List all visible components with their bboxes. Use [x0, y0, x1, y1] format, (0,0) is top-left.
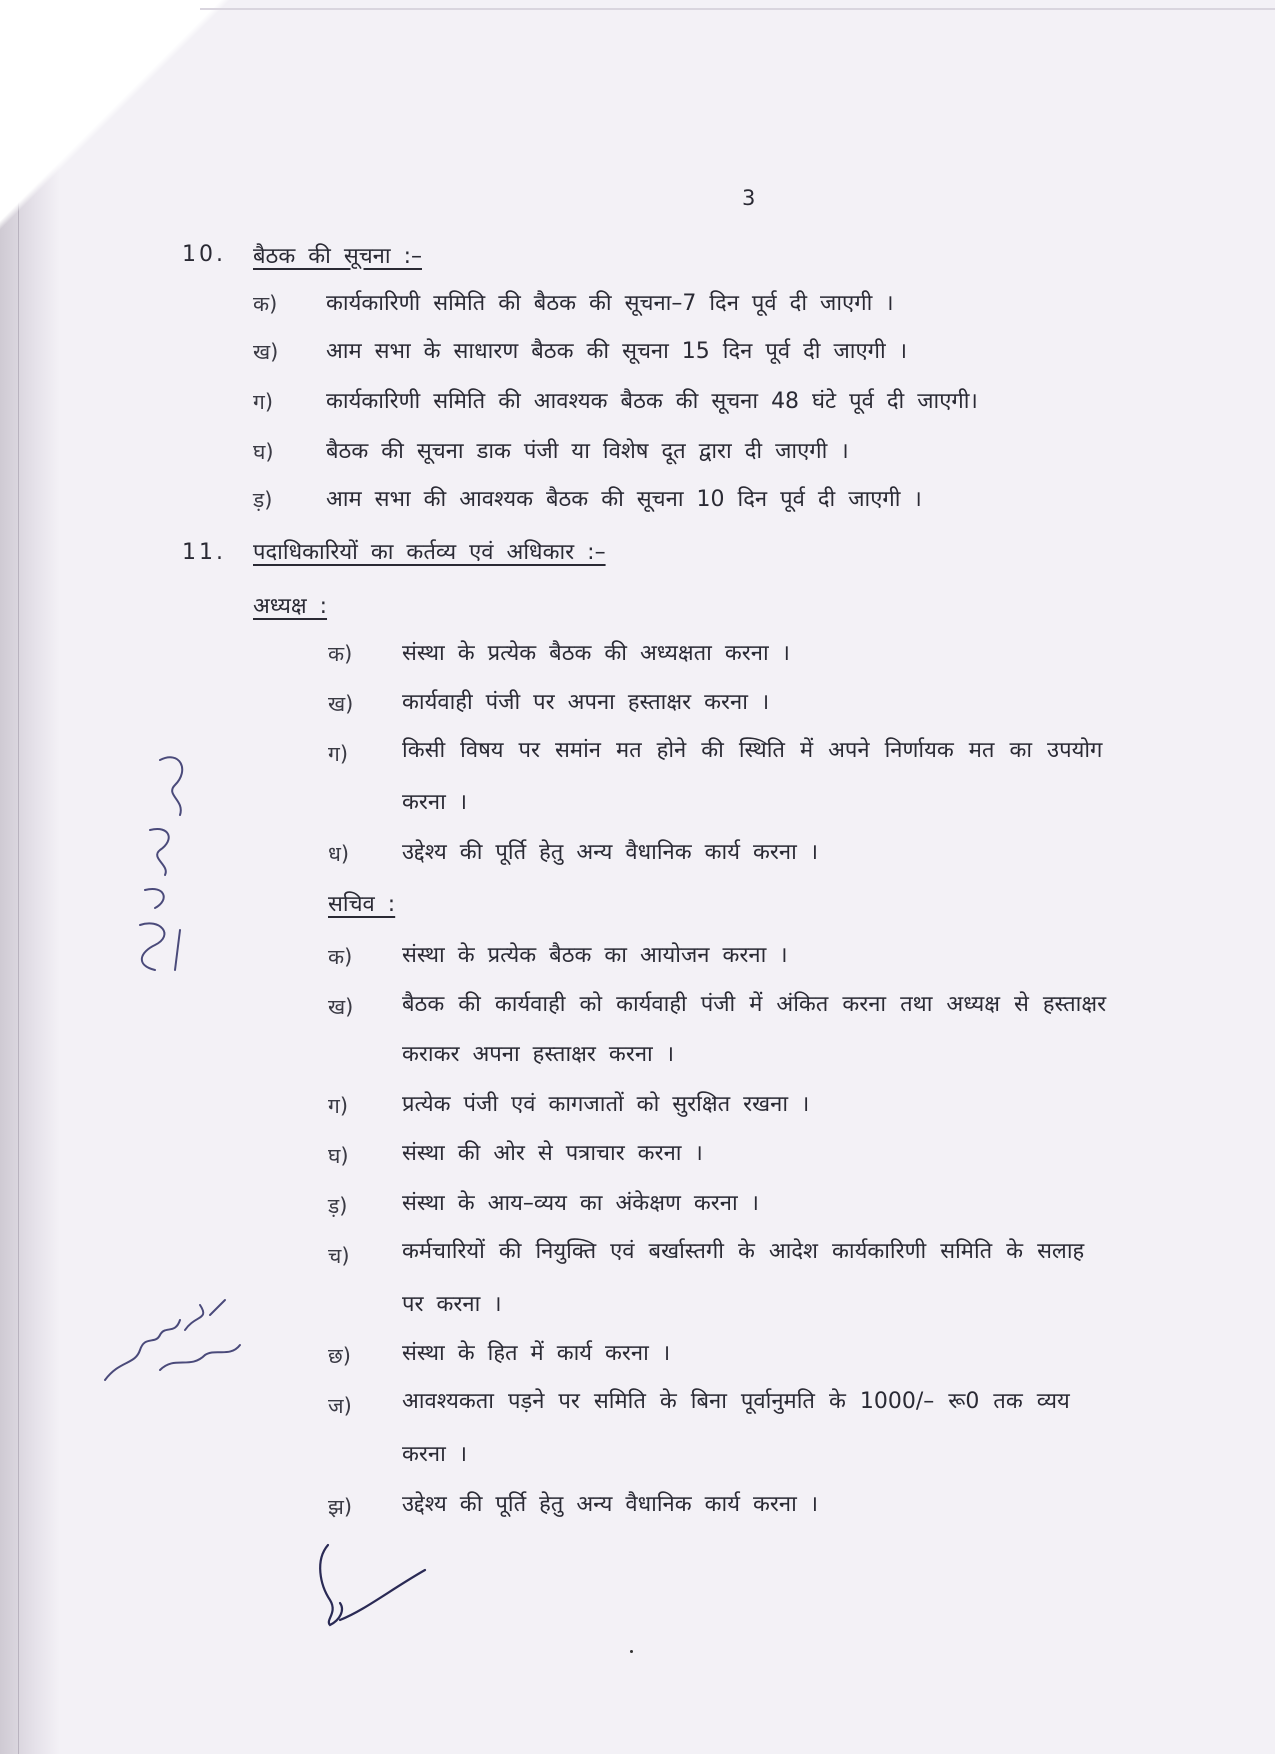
item-text-continued: करना । [402, 1442, 468, 1467]
section-heading: बैठक की सूचना :– [253, 244, 422, 269]
item-label: ड़) [328, 1194, 348, 1218]
item-text: संस्था के प्रत्येक बैठक की अध्यक्षता करना । [402, 641, 790, 666]
item-text: आवश्यकता पड़ने पर समिति के बिना पूर्वानुमति के 1000/– रू0 तक व्यय [402, 1389, 1070, 1414]
section-heading: पदाधिकारियों का कर्तव्य एवं अधिकार :– [253, 540, 606, 565]
item-label: ग) [253, 390, 274, 414]
item-text: आम सभा की आवश्यक बैठक की सूचना 10 दिन पूर्व दी जाएगी । [326, 487, 922, 512]
item-label: ड़) [253, 488, 273, 512]
item-label: ख) [253, 340, 279, 364]
item-label: ग) [328, 742, 349, 766]
item-text-continued: करना । [402, 790, 468, 815]
section-number: 10. [182, 242, 226, 267]
handwritten-signature-bottom [310, 1525, 430, 1635]
item-text-continued: कराकर अपना हस्ताक्षर करना । [402, 1042, 675, 1067]
item-text: कार्यकारिणी समिति की आवश्यक बैठक की सूचना 48 घंटे पूर्व दी जाएगी। [326, 389, 978, 414]
item-label: च) [328, 1244, 350, 1268]
fold-line [18, 0, 19, 1754]
item-text: उद्देश्य की पूर्ति हेतु अन्य वैधानिक कार्य करना । [402, 840, 819, 865]
item-label: क) [253, 292, 278, 316]
item-text: कार्यकारिणी समिति की बैठक की सूचना–7 दिन पूर्व दी जाएगी । [326, 291, 894, 316]
item-text: आम सभा के साधारण बैठक की सूचना 15 दिन पूर्व दी जाएगी । [326, 339, 908, 364]
top-border [200, 8, 1275, 10]
handwritten-signature-vertical [120, 740, 210, 980]
item-label: घ) [328, 1144, 349, 1168]
item-label: छ) [328, 1344, 351, 1368]
item-label: ख) [328, 995, 354, 1019]
item-text: संस्था की ओर से पत्राचार करना । [402, 1141, 703, 1166]
item-text: उद्देश्य की पूर्ति हेतु अन्य वैधानिक कार्य करना । [402, 1492, 819, 1517]
item-label: ध) [328, 842, 350, 866]
item-text: कर्मचारियों की नियुक्ति एवं बर्खास्तगी के आदेश कार्यकारिणी समिति के सलाह [402, 1239, 1085, 1264]
item-label: ज) [328, 1394, 352, 1418]
item-text: कार्यवाही पंजी पर अपना हस्ताक्षर करना । [402, 690, 770, 715]
item-label: ख) [328, 692, 354, 716]
item-text: संस्था के प्रत्येक बैठक का आयोजन करना । [402, 943, 788, 968]
item-text: प्रत्येक पंजी एवं कागजातों को सुरक्षित रखना । [402, 1092, 810, 1117]
subsection-title: सचिव : [328, 892, 396, 917]
item-label: झ) [328, 1495, 353, 1519]
section-number: 11. [182, 540, 226, 565]
page-number: 3 [742, 186, 756, 210]
page-fold [0, 0, 230, 230]
item-text: बैठक की सूचना डाक पंजी या विशेष दूत द्वारा दी जाएगी । [326, 439, 849, 464]
item-label: घ) [253, 440, 274, 464]
item-text: किसी विषय पर समांन मत होने की स्थिति में अपने निर्णायक मत का उपयोग [402, 738, 1103, 763]
item-label: क) [328, 642, 353, 666]
item-label: क) [328, 945, 353, 969]
item-text-continued: पर करना । [402, 1292, 502, 1317]
subsection-title: अध्यक्ष : [253, 594, 328, 619]
item-text: बैठक की कार्यवाही को कार्यवाही पंजी में अंकित करना तथा अध्यक्ष से हस्ताक्षर [402, 992, 1107, 1017]
item-text: संस्था के आय–व्यय का अंकेक्षण करना । [402, 1191, 760, 1216]
item-label: ग) [328, 1094, 349, 1118]
handwritten-signature-small [100, 1290, 250, 1400]
speck [630, 1650, 633, 1653]
item-text: संस्था के हित में कार्य करना । [402, 1341, 671, 1366]
scan-edge [0, 0, 60, 1754]
